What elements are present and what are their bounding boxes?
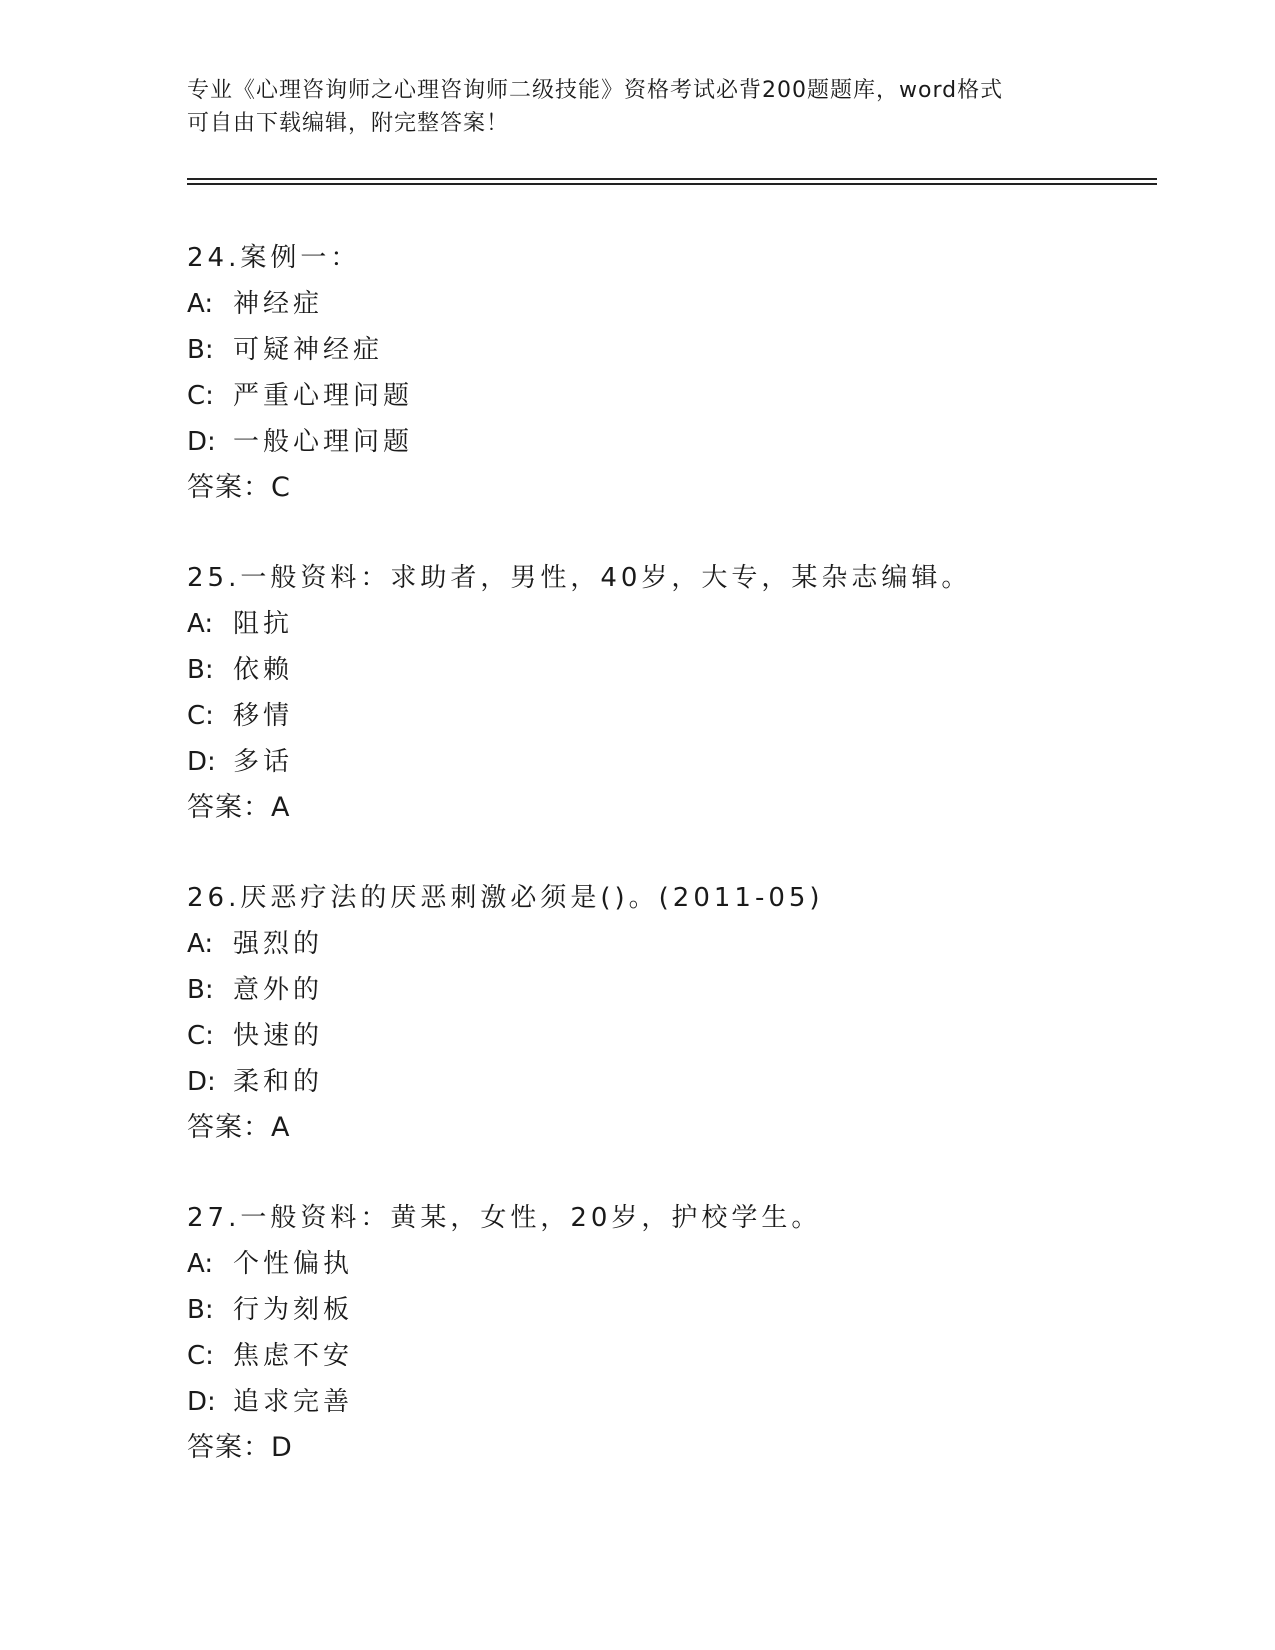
option-d	[187, 1379, 1147, 1425]
option-letter: C:	[187, 381, 214, 411]
option-letter: C:	[187, 1341, 214, 1371]
option-text: 快速的	[233, 1021, 324, 1051]
question-24	[187, 235, 1147, 555]
header-rule-top	[187, 178, 1157, 180]
option-b	[187, 647, 1147, 693]
option-text: 意外的	[233, 975, 324, 1005]
option-letter: D:	[187, 1387, 216, 1417]
answer-line: 答案：C	[187, 472, 291, 503]
option-text: 焦虑不安	[233, 1341, 354, 1371]
answer-line: 答案：D	[187, 1432, 293, 1463]
option-b	[187, 1287, 1147, 1333]
question-stem: 27.一般资料：黄某，女性，20岁，护校学生。	[187, 1203, 822, 1233]
option-b	[187, 967, 1147, 1013]
option-d	[187, 739, 1147, 785]
question-stem: 25.一般资料：求助者，男性，40岁，大专，某杂志编辑。	[187, 563, 972, 593]
header-line-2: 可自由下载编辑，附完整答案！	[187, 111, 510, 136]
answer-line: 答案：A	[187, 792, 291, 823]
question-25	[187, 555, 1147, 875]
question-list	[187, 235, 1147, 1515]
option-text: 追求完善	[233, 1387, 354, 1417]
option-b	[187, 327, 1147, 373]
option-text: 可疑神经症	[233, 335, 384, 365]
option-letter: D:	[187, 1067, 216, 1097]
option-letter: B:	[187, 655, 214, 685]
question-stem: 26.厌恶疗法的厌恶刺激必须是()。(2011-05)	[187, 883, 824, 913]
option-c	[187, 373, 1147, 419]
option-letter: A:	[187, 929, 214, 959]
option-text: 强烈的	[233, 929, 324, 959]
option-letter: B:	[187, 335, 214, 365]
document-header	[187, 74, 1087, 140]
option-text: 个性偏执	[233, 1249, 354, 1279]
option-a	[187, 281, 1147, 327]
option-letter: A:	[187, 609, 214, 639]
option-c	[187, 693, 1147, 739]
option-a	[187, 921, 1147, 967]
header-line-1: 专业《心理咨询师之心理咨询师二级技能》资格考试必背200题题库，word格式	[187, 78, 1004, 103]
question-27	[187, 1195, 1147, 1515]
option-letter: C:	[187, 701, 214, 731]
option-text: 行为刻板	[233, 1295, 354, 1325]
option-letter: A:	[187, 1249, 214, 1279]
option-text: 一般心理问题	[233, 427, 414, 457]
option-letter: B:	[187, 1295, 214, 1325]
option-c	[187, 1013, 1147, 1059]
option-letter: D:	[187, 427, 216, 457]
option-letter: C:	[187, 1021, 214, 1051]
option-letter: D:	[187, 747, 216, 777]
option-text: 多话	[233, 747, 294, 777]
option-text: 移情	[233, 701, 294, 731]
option-d	[187, 1059, 1147, 1105]
question-26	[187, 875, 1147, 1195]
option-c	[187, 1333, 1147, 1379]
question-stem: 24.案例一：	[187, 243, 361, 273]
option-d	[187, 419, 1147, 465]
option-a	[187, 601, 1147, 647]
option-text: 神经症	[233, 289, 324, 319]
header-rule-bottom	[187, 183, 1157, 185]
option-text: 阻抗	[233, 609, 294, 639]
option-text: 严重心理问题	[233, 381, 414, 411]
option-text: 柔和的	[233, 1067, 324, 1097]
option-text: 依赖	[233, 655, 294, 685]
answer-line: 答案：A	[187, 1112, 291, 1143]
option-letter: A:	[187, 289, 214, 319]
option-a	[187, 1241, 1147, 1287]
option-letter: B:	[187, 975, 214, 1005]
